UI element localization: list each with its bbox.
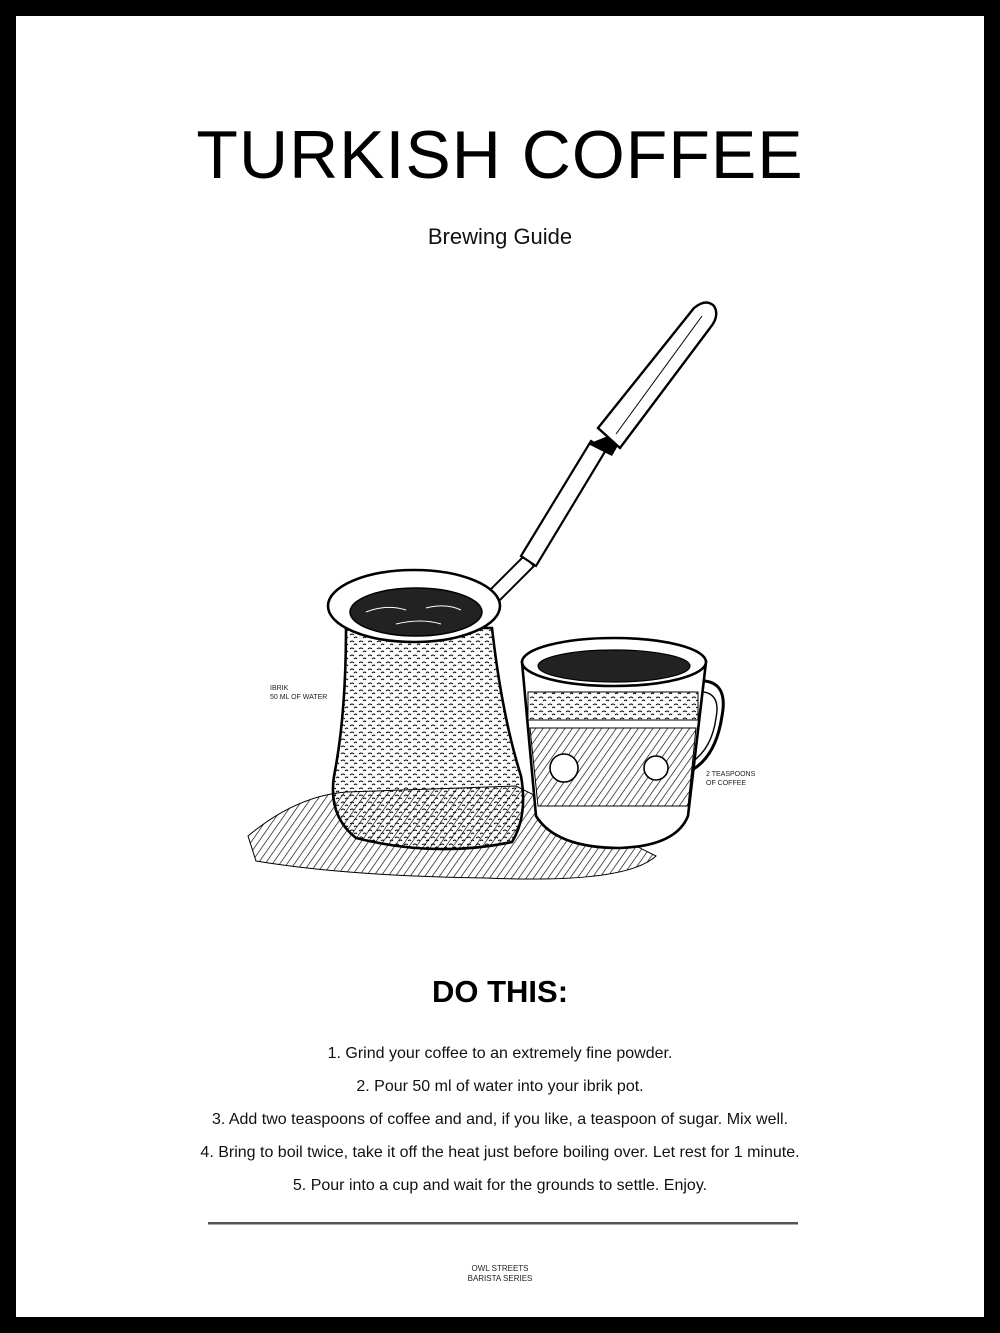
- instruction-step: 1. Grind your coffee to an extremely fine powder.: [327, 1045, 673, 1062]
- instruction-step: 3. Add two teaspoons of coffee and and, if you like, a teaspoon of sugar. Mix well.: [211, 1111, 789, 1128]
- divider: [208, 1222, 798, 1225]
- instructions-heading: DO THIS:: [431, 974, 569, 1009]
- ibrik-label: IBRIK 50 ML OF WATER: [270, 685, 328, 701]
- cup-label: 2 TEASPOONS OF COFFEE: [706, 771, 756, 787]
- ibrik-handle: [484, 302, 716, 606]
- coffee-illustration: [16, 296, 984, 896]
- instruction-step: 4. Bring to boil twice, take it off the heat just before boiling over. Let rest for 1 minute.: [200, 1144, 800, 1161]
- coffee-cup: [522, 638, 723, 848]
- instructions-list: [16, 1037, 984, 1202]
- page-subtitle: Brewing Guide: [427, 224, 573, 249]
- footer-credit: OWL STREETS BARISTA SERIES: [467, 1264, 533, 1283]
- instruction-step: 5. Pour into a cup and wait for the grounds to settle. Enjoy.: [292, 1177, 708, 1194]
- page-title: TURKISH COFFEE: [196, 117, 804, 193]
- ibrik-pot: [328, 570, 523, 849]
- poster: [16, 16, 984, 1317]
- instruction-step: 2. Pour 50 ml of water into your ibrik pot.: [356, 1078, 644, 1095]
